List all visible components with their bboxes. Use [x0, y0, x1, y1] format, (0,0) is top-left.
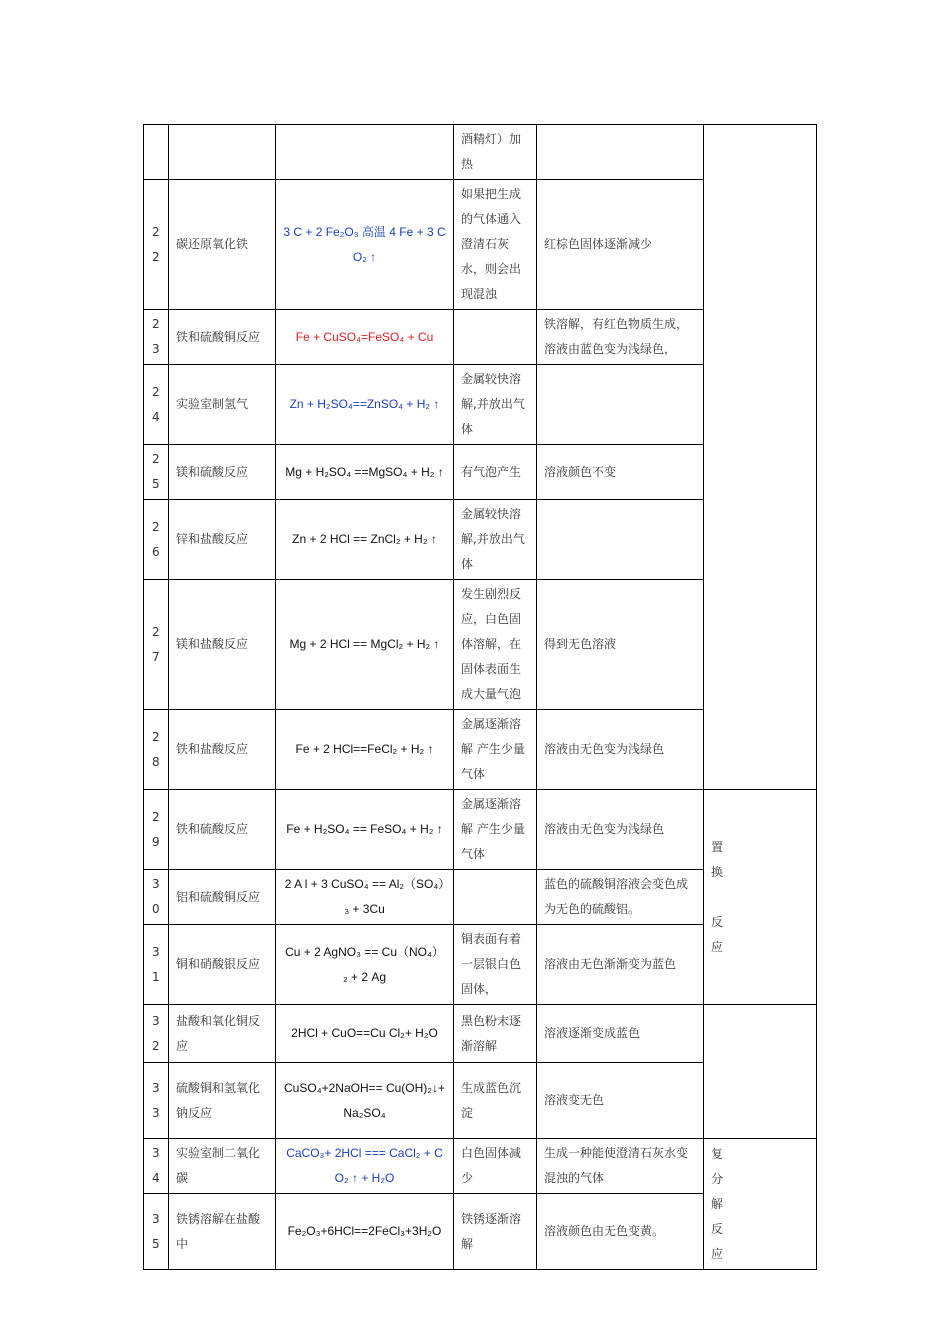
row-number-digit: 3: [152, 1105, 160, 1120]
category-displacement: [704, 790, 817, 1005]
reaction-name: [169, 445, 276, 500]
reaction-name-text: 镁和盐酸反应: [176, 637, 249, 651]
reaction-name-text: 铁和硫酸反应: [176, 822, 249, 836]
equation: [276, 310, 454, 365]
result: [537, 1005, 704, 1063]
observation: [454, 580, 537, 710]
reaction-name-text: 实验室制二氧化碳: [176, 1146, 261, 1185]
observation-text: 金属逐渐溶解 产生少量气体: [461, 717, 525, 781]
equation: [276, 180, 454, 310]
reaction-name: [169, 1139, 276, 1194]
row-number: [144, 925, 169, 1005]
table-row: [144, 1139, 817, 1194]
result: [537, 365, 704, 445]
observation: [454, 1194, 537, 1270]
observation: [454, 310, 537, 365]
category-char: 反: [711, 1221, 724, 1236]
result-text: 溶液由无色变为浅绿色: [544, 742, 665, 756]
row-number: [144, 365, 169, 445]
reaction-name-text: 盐酸和氧化铜反应: [176, 1013, 261, 1053]
row-number: [144, 180, 169, 310]
row-number-digit: 5: [152, 1236, 160, 1251]
reaction-name: [169, 580, 276, 710]
reaction-name: [169, 925, 276, 1005]
reaction-name-text: 铜和硝酸银反应: [176, 957, 261, 971]
reaction-name: [169, 365, 276, 445]
observation: [454, 1139, 537, 1194]
reaction-name-text: 铁和盐酸反应: [176, 742, 249, 756]
observation-text: 如果把生成的气体通入澄清石灰水，则会出现混浊: [461, 187, 522, 301]
reaction-name-text: 镁和硫酸反应: [176, 464, 249, 479]
observation: [454, 445, 537, 500]
reaction-name-text: 实验室制氢气: [176, 397, 249, 411]
equation: [276, 365, 454, 445]
result-text: 溶液颜色由无色变黄。: [544, 1224, 665, 1238]
observation-text: 黑色粉末逐渐溶解: [461, 1013, 522, 1053]
reaction-name-text: 碳还原氧化铁: [176, 237, 249, 251]
row-number-digit: 9: [152, 834, 160, 849]
result-text: 铁溶解，有红色物质生成，溶液由蓝色变为浅绿色，: [544, 317, 689, 356]
row-number-digit: 1: [152, 969, 160, 984]
equation-text: Mg + 2 HCl == MgCl₂ + H₂ ↑: [289, 637, 440, 651]
observation-text: 铁锈逐渐溶解: [461, 1211, 522, 1251]
observation: [454, 925, 537, 1005]
row-number-digit: 2: [152, 729, 160, 744]
observation-text: 有气泡产生: [461, 464, 522, 479]
row-number-digit: 7: [152, 649, 160, 664]
row-number: [144, 1139, 169, 1194]
observation-text: 金属逐渐溶解 产生少量气体: [461, 797, 525, 861]
reaction-name: [169, 1005, 276, 1063]
observation: [454, 180, 537, 310]
row-number-digit: 6: [152, 544, 160, 559]
observation: [454, 125, 537, 180]
row-number-digit: 2: [152, 384, 160, 399]
result: [537, 445, 704, 500]
equation: [276, 1063, 454, 1139]
equation: [276, 580, 454, 710]
result: [537, 500, 704, 580]
row-number: [144, 580, 169, 710]
category-cell-empty: [704, 1005, 817, 1139]
equation-text: Fe + CuSO₄=FeSO₄ + Cu: [295, 329, 434, 344]
result: [537, 870, 704, 925]
observation: [454, 870, 537, 925]
result-text: 溶液由无色渐渐变为蓝色: [544, 957, 677, 971]
category-char: 换: [711, 864, 724, 879]
row-number-digit: 4: [152, 1171, 160, 1185]
equation-text: Fe + 2 HCl==FeCl₂ + H₂ ↑: [295, 742, 434, 756]
category-char: 解: [711, 1196, 724, 1211]
observation-text: 铜表面有着一层银白色固体，: [461, 932, 522, 996]
reaction-name-text: 铝和硫酸铜反应: [176, 889, 261, 904]
row-number: [144, 1005, 169, 1063]
observation-text: 白色固体减少: [461, 1146, 522, 1185]
result: [537, 310, 704, 365]
observation-text: 金属较快溶解,并放出气体: [461, 507, 525, 571]
result-text: 溶液逐渐变成蓝色: [544, 1026, 641, 1040]
equation: [276, 1194, 454, 1270]
row-number-digit: 3: [152, 1013, 160, 1028]
equation: [276, 125, 454, 180]
observation: [454, 365, 537, 445]
reaction-name: [169, 500, 276, 580]
reaction-table: [143, 124, 817, 1270]
category-char: 应: [711, 1246, 724, 1261]
equation-text: Fe₂O₃+6HCl==2FeCl₃+3H₂O: [287, 1224, 442, 1238]
observation: [454, 500, 537, 580]
equation: [276, 445, 454, 500]
category-char: 应: [711, 939, 724, 954]
reaction-name: [169, 310, 276, 365]
observation: [454, 790, 537, 870]
observation-text: 生成蓝色沉淀: [461, 1080, 522, 1120]
reaction-name-text: 铁锈溶解在盐酸中: [176, 1211, 261, 1251]
observation-text: 酒精灯）加热: [461, 132, 522, 171]
row-number: [144, 1063, 169, 1139]
category-char: [711, 885, 809, 910]
equation: [276, 790, 454, 870]
row-number-digit: 2: [152, 317, 160, 331]
row-number: [144, 445, 169, 500]
category-char: 反: [711, 914, 724, 929]
result: [537, 180, 704, 310]
row-number: [144, 125, 169, 180]
row-number-digit: 2: [152, 624, 160, 639]
equation-text: Cu + 2 AgNO₃ == Cu（NO₄）₂ + 2 Ag: [285, 944, 444, 984]
row-number-digit: 4: [152, 409, 160, 424]
row-number-digit: 8: [152, 754, 160, 769]
category-cell-empty: [704, 125, 817, 790]
result-text: 红棕色固体逐渐减少: [544, 237, 653, 251]
reaction-name: [169, 125, 276, 180]
row-number: [144, 500, 169, 580]
row-number-digit: 2: [152, 809, 160, 824]
row-number: [144, 870, 169, 925]
row-number-digit: 2: [152, 519, 160, 534]
result: [537, 1063, 704, 1139]
observation: [454, 1005, 537, 1063]
row-number-digit: 3: [152, 877, 160, 891]
equation-text: 2 A l + 3 CuSO₄ == Al₂（SO₄）₃ + 3Cu: [284, 877, 445, 916]
row-number: [144, 310, 169, 365]
result-text: 蓝色的硫酸铜溶液会变色成为无色的硫酸铝。: [544, 877, 689, 916]
equation: [276, 1139, 454, 1194]
category-double-decomposition: [704, 1139, 817, 1270]
observation: [454, 1063, 537, 1139]
row-number-digit: 0: [152, 902, 160, 916]
row-number: [144, 710, 169, 790]
result-text: 得到无色溶液: [544, 637, 617, 651]
result: [537, 710, 704, 790]
result: [537, 790, 704, 870]
result-text: 溶液变无色: [544, 1093, 605, 1107]
result: [537, 580, 704, 710]
equation-text: 2HCl + CuO==Cu Cl₂+ H₂O: [291, 1026, 438, 1040]
equation: [276, 710, 454, 790]
reaction-name: [169, 790, 276, 870]
reaction-name-text: 铁和硫酸铜反应: [176, 329, 261, 344]
row-number-digit: 3: [152, 1080, 160, 1095]
reaction-name: [169, 870, 276, 925]
row-number-digit: 3: [152, 1211, 160, 1226]
table-row: [144, 125, 817, 180]
result: [537, 1194, 704, 1270]
table-row: [144, 1005, 817, 1063]
row-number-digit: 5: [152, 477, 160, 491]
equation-text: Fe + H₂SO₄ == FeSO₄ + H₂ ↑: [286, 822, 443, 836]
observation: [454, 710, 537, 790]
equation: [276, 925, 454, 1005]
reaction-name-text: 硫酸铜和氢氧化钠反应: [176, 1080, 261, 1120]
category-char: 分: [711, 1171, 724, 1186]
row-number: [144, 790, 169, 870]
row-number-digit: 2: [152, 249, 160, 264]
equation: [276, 870, 454, 925]
table-row: [144, 790, 817, 870]
result: [537, 1139, 704, 1194]
row-number-digit: 2: [152, 452, 160, 466]
reaction-name: [169, 710, 276, 790]
equation-text: CaCO₃+ 2HCl === CaCl₂ + CO₂ ↑ + H₂O: [286, 1146, 443, 1185]
reaction-name-text: 锌和盐酸反应: [176, 532, 249, 546]
equation-text: 3 C + 2 Fe₂O₃ 高温 4 Fe + 3 CO₂ ↑: [283, 224, 446, 264]
reaction-name: [169, 1063, 276, 1139]
observation-text: 金属较快溶解,并放出气体: [461, 372, 525, 436]
result-text: 生成一种能使澄清石灰水变混浊的气体: [544, 1146, 689, 1185]
reaction-name: [169, 180, 276, 310]
equation-text: Mg + H₂SO₄ ==MgSO₄ + H₂ ↑: [285, 464, 444, 479]
result: [537, 125, 704, 180]
equation-text: Zn + 2 HCl == ZnCl₂ + H₂ ↑: [292, 532, 437, 546]
row-number-digit: 3: [152, 944, 160, 959]
equation: [276, 1005, 454, 1063]
reaction-name: [169, 1194, 276, 1270]
observation-text: 发生剧烈反应，白色固体溶解，在固体表面生成大量气泡: [461, 587, 522, 701]
category-char: 复: [711, 1146, 724, 1161]
row-number: [144, 1194, 169, 1270]
equation: [276, 500, 454, 580]
result-text: 溶液颜色不变: [544, 464, 617, 479]
row-number-digit: 2: [152, 1038, 160, 1053]
equation-text: Zn + H₂SO₄==ZnSO₄ + H₂ ↑: [289, 397, 440, 411]
row-number-digit: 3: [152, 342, 160, 356]
row-number-digit: 2: [152, 224, 160, 239]
result: [537, 925, 704, 1005]
equation-text: CuSO₄+2NaOH== Cu(OH)₂↓+ Na₂SO₄: [284, 1080, 445, 1120]
row-number-digit: 3: [152, 1146, 160, 1160]
category-char: 置: [711, 839, 724, 854]
result-text: 溶液由无色变为浅绿色: [544, 822, 665, 836]
